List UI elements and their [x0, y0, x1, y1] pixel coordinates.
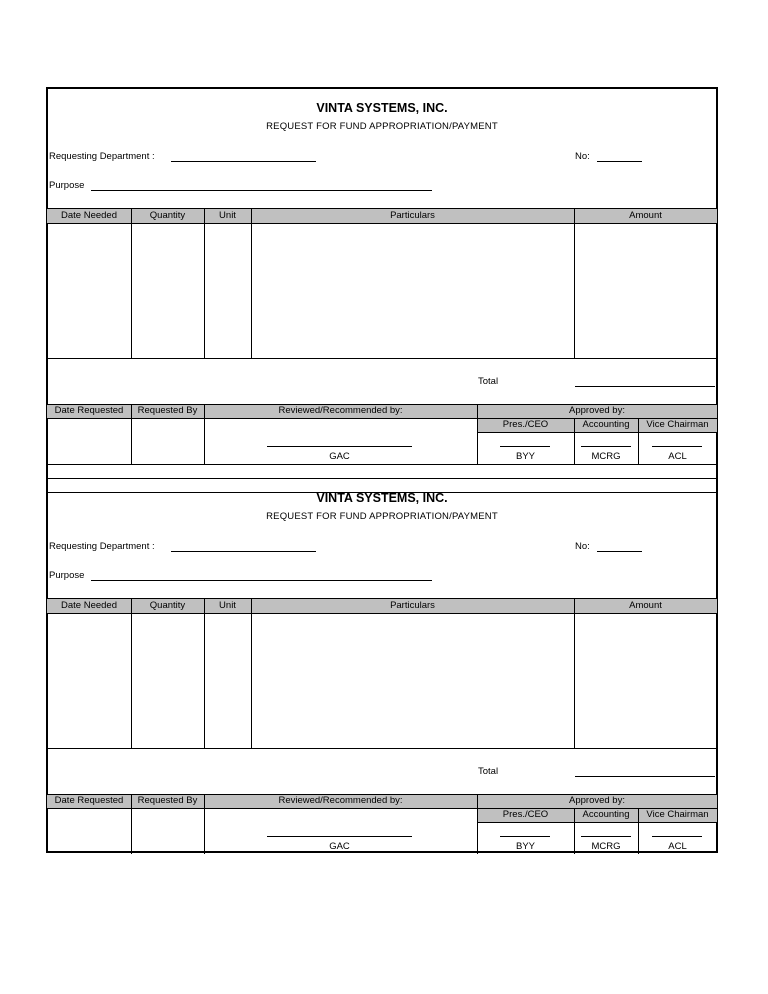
vice-signature-line[interactable] — [652, 446, 702, 447]
total-amount-field[interactable] — [575, 776, 715, 777]
pres-ceo-label: Pres./CEO — [502, 809, 549, 820]
total-amount-field[interactable] — [575, 386, 715, 387]
form-subtitle: REQUEST FOR FUND APPROPRIATION/PAYMENT — [266, 121, 498, 132]
rule — [204, 404, 205, 464]
reviewer-initials: GAC — [329, 451, 350, 462]
rule — [47, 358, 717, 359]
company-name: VINTA SYSTEMS, INC. — [316, 491, 448, 505]
accounting-signature-line[interactable] — [581, 836, 631, 837]
date-requested-field[interactable] — [48, 810, 130, 853]
approved-by-label: Approved by: — [569, 405, 625, 416]
vice-chairman-label: Vice Chairman — [646, 809, 709, 820]
col-date-needed: Date Needed — [61, 600, 117, 611]
vice-signature-line[interactable] — [652, 836, 702, 837]
separator-line — [47, 478, 717, 479]
reviewer-signature-line[interactable] — [267, 836, 412, 837]
total-label: Total — [478, 766, 499, 777]
accounting-label: Accounting — [582, 419, 630, 430]
rule — [47, 598, 717, 599]
requesting-department-label: Requesting Department : — [49, 151, 155, 162]
reviewed-by-label: Reviewed/Recommended by: — [278, 405, 403, 416]
col-particulars: Particulars — [390, 210, 435, 221]
rule — [477, 432, 717, 433]
requested-by-label: Requested By — [137, 795, 198, 806]
purpose-label: Purpose — [49, 180, 85, 191]
requested-by-field[interactable] — [132, 420, 203, 463]
col-quantity: Quantity — [149, 210, 186, 221]
rule — [47, 208, 717, 209]
form-subtitle: REQUEST FOR FUND APPROPRIATION/PAYMENT — [266, 511, 498, 522]
pres-signature-line[interactable] — [500, 446, 550, 447]
purpose-label: Purpose — [49, 570, 85, 581]
rule — [204, 794, 205, 854]
col-date-needed: Date Needed — [61, 210, 117, 221]
col-quantity: Quantity — [149, 600, 186, 611]
col-amount: Amount — [629, 210, 662, 221]
col-unit: Unit — [219, 600, 236, 611]
separator-line — [47, 464, 717, 465]
rule — [47, 748, 717, 749]
request-no-field[interactable] — [597, 551, 642, 552]
accounting-initials: MCRG — [591, 841, 621, 852]
items-body-area[interactable] — [47, 224, 717, 358]
date-requested-label: Date Requested — [54, 405, 124, 416]
accounting-initials: MCRG — [591, 451, 621, 462]
vice-chairman-label: Vice Chairman — [646, 419, 709, 430]
reviewed-by-label: Reviewed/Recommended by: — [278, 795, 403, 806]
purpose-field[interactable] — [91, 190, 432, 191]
request-no-field[interactable] — [597, 161, 642, 162]
col-unit: Unit — [219, 210, 236, 221]
date-requested-field[interactable] — [48, 420, 130, 463]
pres-ceo-label: Pres./CEO — [502, 419, 549, 430]
approved-by-label: Approved by: — [569, 795, 625, 806]
requested-by-label: Requested By — [137, 405, 198, 416]
items-body-area[interactable] — [47, 614, 717, 748]
col-amount: Amount — [629, 600, 662, 611]
col-particulars: Particulars — [390, 600, 435, 611]
requesting-department-field[interactable] — [171, 161, 316, 162]
pres-signature-line[interactable] — [500, 836, 550, 837]
reviewer-signature-line[interactable] — [267, 446, 412, 447]
vice-initials: ACL — [668, 451, 687, 462]
pres-initials: BYY — [515, 841, 535, 852]
requesting-department-label: Requesting Department : — [49, 541, 155, 552]
accounting-label: Accounting — [582, 809, 630, 820]
reviewer-initials: GAC — [329, 841, 350, 852]
requesting-department-field[interactable] — [171, 551, 316, 552]
accounting-signature-line[interactable] — [581, 446, 631, 447]
vice-initials: ACL — [668, 841, 687, 852]
total-label: Total — [478, 376, 499, 387]
date-requested-label: Date Requested — [54, 795, 124, 806]
rule — [477, 822, 717, 823]
pres-initials: BYY — [515, 451, 535, 462]
company-name: VINTA SYSTEMS, INC. — [316, 101, 448, 115]
purpose-field[interactable] — [91, 580, 432, 581]
requested-by-field[interactable] — [132, 810, 203, 853]
request-no-label: No: — [575, 541, 590, 552]
request-no-label: No: — [575, 151, 590, 162]
